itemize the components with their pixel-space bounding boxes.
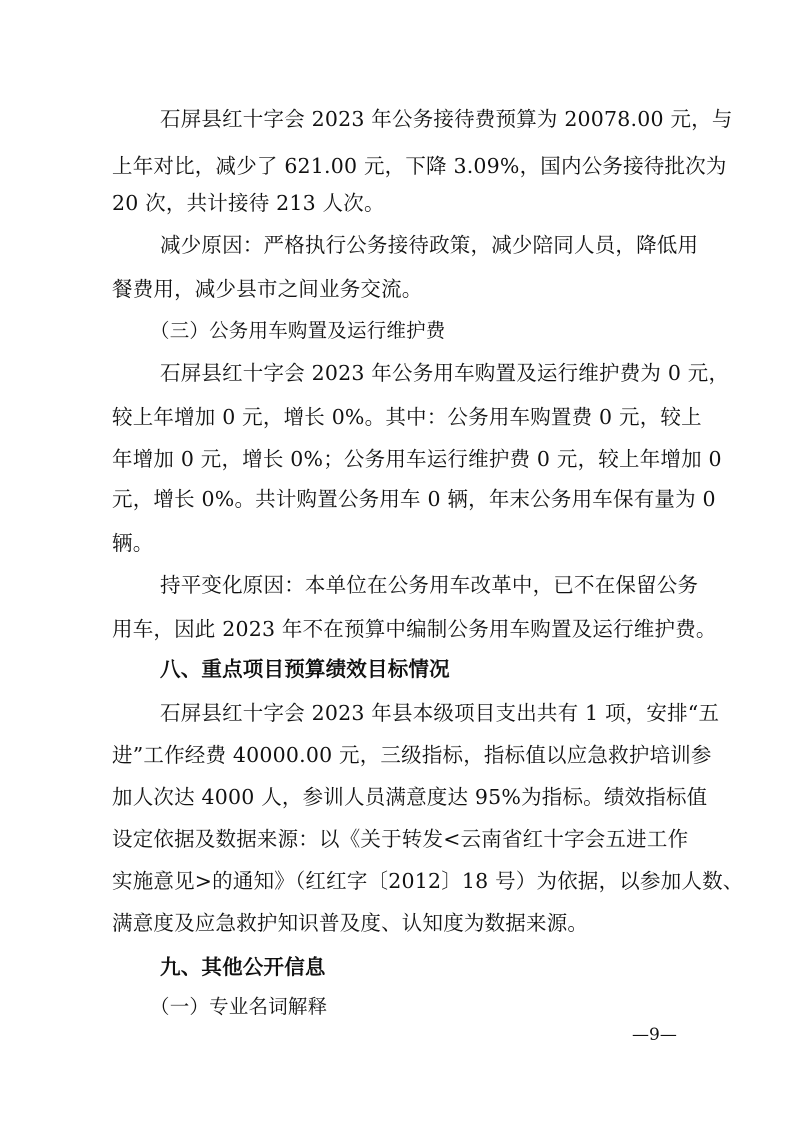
- paragraph-line: 元，增长 0%。共计购置公务用车 0 辆，年末公务用车保有量为 0: [112, 487, 716, 511]
- paragraph-line: 满意度及应急救护知识普及度、认知度为数据来源。: [112, 911, 589, 935]
- paragraph-line: 20 次，共计接待 213 人次。: [112, 191, 385, 215]
- paragraph-line: 餐费用，减少县市之间业务交流。: [112, 277, 423, 301]
- paragraph-line: 辆。: [112, 531, 154, 555]
- section-subheading: （三）公务用车购置及运行维护费: [150, 319, 446, 342]
- paragraph-line: 实施意见>的通知》（红红字〔2012〕18 号）为依据，以参加人数、: [112, 869, 744, 893]
- section-subheading: （一）专业名词解释: [150, 995, 328, 1018]
- paragraph-line: 上年对比，减少了 621.00 元，下降 3.09%，国内公务接待批次为: [112, 154, 727, 178]
- paragraph-line: 设定依据及数据来源：以《关于转发<云南省红十字会五进工作: [112, 827, 689, 851]
- paragraph-line: 石屏县红十字会 2023 年公务用车购置及运行维护费为 0 元，: [160, 361, 730, 385]
- section-heading: 八、重点项目预算绩效目标情况: [160, 657, 450, 681]
- page-number: —9—: [632, 1025, 677, 1045]
- paragraph-line: 石屏县红十字会 2023 年公务接待费预算为 20078.00 元，与: [160, 107, 733, 131]
- paragraph-line: 进”工作经费 40000.00 元，三级指标，指标值以应急救护培训参: [112, 743, 712, 767]
- paragraph-line: 石屏县红十字会 2023 年县本级项目支出共有 1 项，安排“五: [160, 701, 720, 725]
- paragraph-line: 减少原因：严格执行公务接待政策，减少陪同人员，降低用: [160, 233, 699, 257]
- paragraph-line: 年增加 0 元，增长 0%；公务用车运行维护费 0 元，较上年增加 0: [112, 447, 722, 471]
- paragraph-line: 用车，因此 2023 年不在预算中编制公务用车购置及运行维护费。: [112, 617, 717, 641]
- paragraph-line: 加人次达 4000 人，参训人员满意度达 95%为指标。绩效指标值: [112, 785, 708, 809]
- section-heading: 九、其他公开信息: [160, 955, 326, 979]
- paragraph-line: 较上年增加 0 元，增长 0%。其中：公务用车购置费 0 元，较上: [112, 405, 702, 429]
- paragraph-line: 持平变化原因：本单位在公务用车改革中，已不在保留公务: [160, 573, 699, 597]
